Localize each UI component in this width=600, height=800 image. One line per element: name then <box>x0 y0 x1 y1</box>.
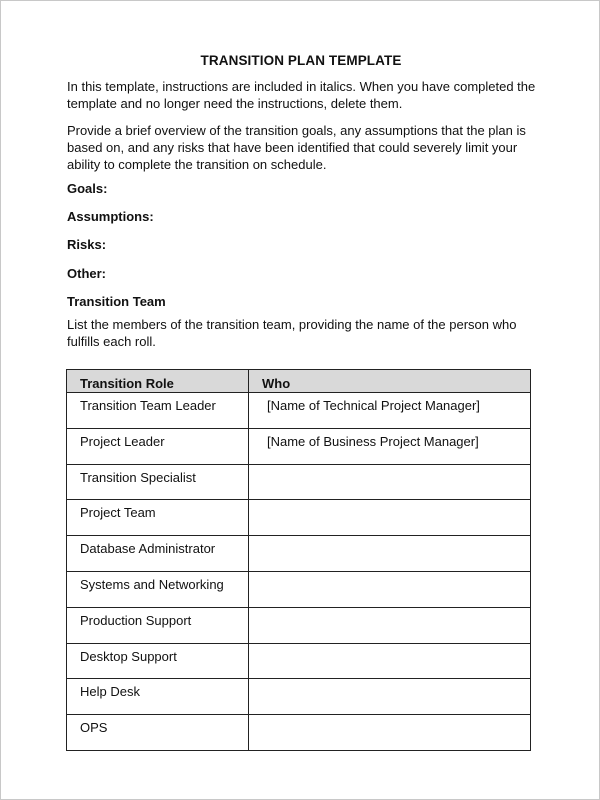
who-cell <box>249 679 531 715</box>
role-cell: Systems and Networking <box>67 571 249 607</box>
header-who: Who <box>249 370 531 393</box>
intro-paragraph: In this template, instructions are included in italics. When you have completed the template and no longer need the instructions, delete them. <box>67 79 536 111</box>
table-row <box>67 643 531 679</box>
role-cell: Project Team <box>67 500 249 536</box>
who-cell: [Name of Business Project Manager] <box>249 428 531 464</box>
table-row <box>67 607 531 643</box>
header-transition-role: Transition Role <box>67 370 249 393</box>
table-row <box>67 464 531 500</box>
transition-roles-table <box>66 369 531 751</box>
transition-team-heading: Transition Team <box>67 294 166 309</box>
goals-label: Goals: <box>67 181 108 196</box>
role-cell: Production Support <box>67 607 249 643</box>
who-cell <box>249 715 531 751</box>
assumptions-label: Assumptions: <box>67 209 154 224</box>
who-cell <box>249 500 531 536</box>
who-cell <box>249 536 531 572</box>
risks-label: Risks: <box>67 237 107 252</box>
table-row <box>67 536 531 572</box>
table-row <box>67 500 531 536</box>
who-cell <box>249 464 531 500</box>
role-cell: Project Leader <box>67 428 249 464</box>
who-cell <box>249 607 531 643</box>
document-title: TRANSITION PLAN TEMPLATE <box>200 53 402 68</box>
table-row <box>67 715 531 751</box>
role-cell: Database Administrator <box>67 536 249 572</box>
role-cell: Help Desk <box>67 679 249 715</box>
role-cell: Transition Specialist <box>67 464 249 500</box>
role-cell: Desktop Support <box>67 643 249 679</box>
table-header-row <box>67 370 531 393</box>
who-cell <box>249 571 531 607</box>
role-cell: OPS <box>67 715 249 751</box>
table-row <box>67 393 531 429</box>
table-row <box>67 571 531 607</box>
other-label: Other: <box>67 266 106 281</box>
who-cell: [Name of Technical Project Manager] <box>249 393 531 429</box>
table-row <box>67 428 531 464</box>
role-cell: Transition Team Leader <box>67 393 249 429</box>
who-cell <box>249 643 531 679</box>
table-row <box>67 679 531 715</box>
overview-paragraph: Provide a brief overview of the transition goals, any assumptions that the plan is based on, and any risks that have been identified that could severely limit your ability to complete the transition on schedule. <box>67 123 526 172</box>
team-paragraph: List the members of the transition team, providing the name of the person who fulfills each roll. <box>67 317 517 349</box>
